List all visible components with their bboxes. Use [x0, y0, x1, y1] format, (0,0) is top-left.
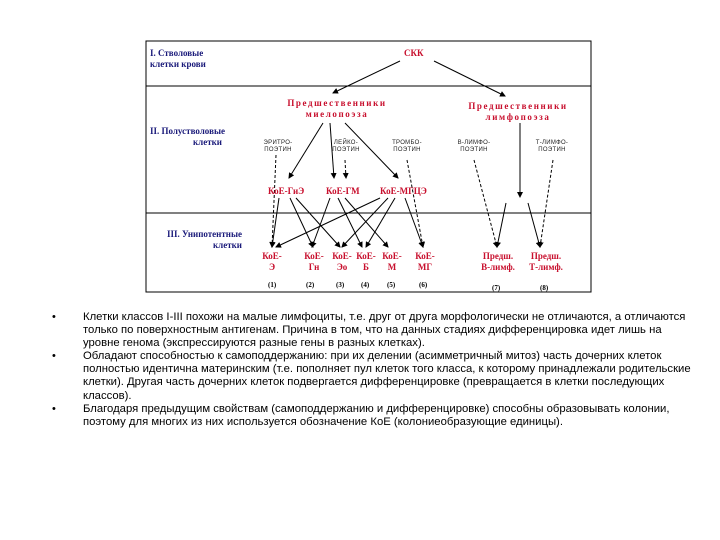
unit-number-6: (6) [419, 281, 428, 289]
bullet-dot: • [52, 350, 56, 363]
arrow-gie-gn [290, 198, 313, 247]
unit-koe-b: КоЕ- Б [356, 251, 376, 272]
bullet-item [52, 311, 692, 350]
unit-number-2: (2) [306, 281, 315, 289]
unit-koe-mg: КоЕ- МГ [415, 251, 435, 272]
unit-koe-m: КоЕ- М [382, 251, 402, 272]
erythropoetin-label: ЭРИТРО- ПОЭТИН [263, 140, 293, 153]
unit-pred-t-lymph: Предш. Т-лимф. [529, 251, 563, 272]
arrow-skk-myelo [333, 61, 400, 93]
class-label-3: III. Унипотентные клетки [166, 229, 242, 250]
arrow-thrombopoetin [407, 160, 423, 247]
unit-koe-gn: КоЕ- Гн [304, 251, 324, 272]
skk-label: СКК [404, 48, 424, 58]
arrow-lympho-t [528, 203, 540, 247]
unit-number-7: (7) [492, 284, 501, 292]
unit-number-8: (8) [540, 284, 549, 292]
leukopoetin-label: ЛЕЙКО- ПОЭТИН [332, 140, 360, 153]
unit-number-4: (4) [361, 281, 370, 289]
unit-pred-b-lymph: Предш. В-лимф. [481, 251, 515, 272]
arrow-gm-b [338, 198, 362, 247]
bullet-text: Клетки классов I-III похожи на малые лимфоциты, т.е. друг от друга морфологически не отличаются, а отличаются только по поверхностным антигенам. Причина в том, что на данных стадиях дифференцировка идет лишь на уровне генома (экспрессируются разные гены в разных клетках). [83, 311, 686, 350]
unit-number-1: (1) [268, 281, 277, 289]
arrow-b-lymphopoetin [474, 160, 497, 247]
arrow-lympho-b [497, 203, 506, 247]
arrow-skk-lympho [434, 61, 505, 96]
arrow-mgce-mg [405, 198, 423, 247]
unit-koe-e: КоЕ- Э [262, 251, 282, 272]
arrow-t-lymphopoetin [540, 160, 553, 247]
bullet-list [52, 311, 692, 429]
class-label-1: I. Стволовые клетки крови [150, 48, 206, 69]
bullet-dot: • [52, 402, 56, 415]
myelopoiesis-precursors: Предшественники миелопоэза [287, 98, 387, 119]
class-label-2: II. Полустволовые клетки [150, 126, 225, 147]
thrombopoetin-label: ТРОМБО- ПОЭТИН [392, 140, 422, 153]
koe-gm: КоЕ-ГМ [326, 186, 360, 196]
koe-mgce: КоЕ-МГЦЭ [380, 186, 427, 196]
arrow-leukopoetin [345, 160, 346, 178]
arrow-gie-eo [296, 198, 340, 247]
bullet-text: Обладают способностью к самоподдержанию: при их делении (асимметричный митоз) часть дочерних клеток полностью идентична материнским (т.е. пополняет пул клеток того класса, к которому принадлежали родительские клетки). Другая часть дочерних клеток подвергается дифференцировке (превращается в клетки последующих классов). [83, 350, 691, 402]
bullet-dot: • [52, 311, 56, 323]
t-lymphopoetin-label: Т-ЛИМФО- ПОЭТИН [535, 140, 569, 153]
bullet-text: Благодаря предыдущим свойствам (самоподдержанию и дифференцировке) способны образовывать колонии, поэтому для многих из них используется обозначение КоЕ (колониеобразующие единицы). [83, 402, 670, 428]
bullet-item [52, 403, 692, 429]
unit-number-3: (3) [336, 281, 345, 289]
koe-gie: КоЕ-ГиЭ [268, 186, 305, 196]
unit-koe-eo: КоЕ- Эо [332, 251, 352, 272]
bullet-item [52, 350, 692, 402]
unit-number-5: (5) [387, 281, 396, 289]
b-lymphopoetin-label: В-ЛИМФО- ПОЭТИН [457, 140, 491, 153]
lymphopoiesis-precursors: Предшественники лимфопоэза [468, 101, 568, 122]
